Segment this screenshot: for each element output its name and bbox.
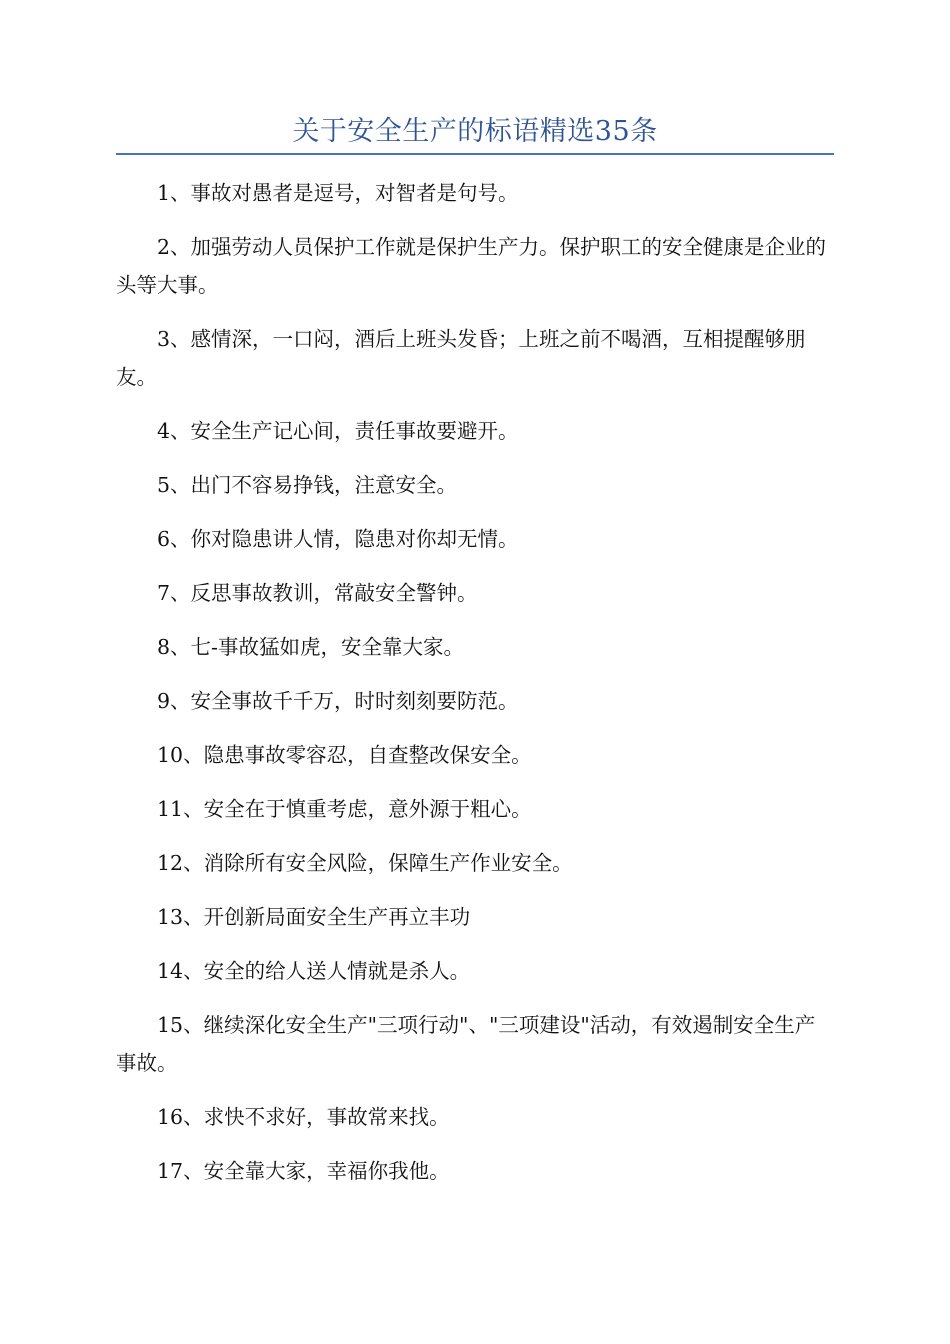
document-body bbox=[116, 174, 834, 1206]
slogan-item-10: 10、隐患事故零容忍，自查整改保安全。 bbox=[157, 743, 532, 767]
slogan-item-4: 4、安全生产记心间，责任事故要避开。 bbox=[157, 419, 519, 443]
slogan-item-7: 7、反思事故教训，常敲安全警钟。 bbox=[157, 581, 478, 605]
slogan-item-13: 13、开创新局面安全生产再立丰功 bbox=[157, 905, 471, 929]
slogan-item-16: 16、求快不求好，事故常来找。 bbox=[157, 1105, 450, 1129]
title-underline bbox=[116, 153, 834, 155]
slogan-item-2: 2、加强劳动人员保护工作就是保护生产力。保护职工的安全健康是企业的头等大事。 bbox=[116, 235, 827, 297]
slogan-item-14: 14、安全的给人送人情就是杀人。 bbox=[157, 959, 471, 983]
slogan-item-1: 1、事故对愚者是逗号，对智者是句号。 bbox=[157, 181, 519, 205]
slogan-item-11: 11、安全在于慎重考虑，意外源于粗心。 bbox=[157, 797, 532, 821]
slogan-item-15: 15、继续深化安全生产"三项行动"、"三项建设"活动，有效遏制安全生产事故。 bbox=[116, 1013, 816, 1075]
slogan-item-12: 12、消除所有安全风险，保障生产作业安全。 bbox=[157, 851, 573, 875]
slogan-item-9: 9、安全事故千千万，时时刻刻要防范。 bbox=[157, 689, 519, 713]
slogan-item-17: 17、安全靠大家，幸福你我他。 bbox=[157, 1159, 450, 1183]
slogan-item-8: 8、七-事故猛如虎，安全靠大家。 bbox=[157, 635, 464, 659]
slogan-item-6: 6、你对隐患讲人情，隐患对你却无情。 bbox=[157, 527, 519, 551]
slogan-item-5: 5、出门不容易挣钱，注意安全。 bbox=[157, 473, 458, 497]
document-title: 关于安全生产的标语精选35条 bbox=[292, 116, 658, 147]
slogan-item-3: 3、感情深，一口闷，酒后上班头发昏；上班之前不喝酒，互相提醒够朋友。 bbox=[116, 327, 806, 389]
